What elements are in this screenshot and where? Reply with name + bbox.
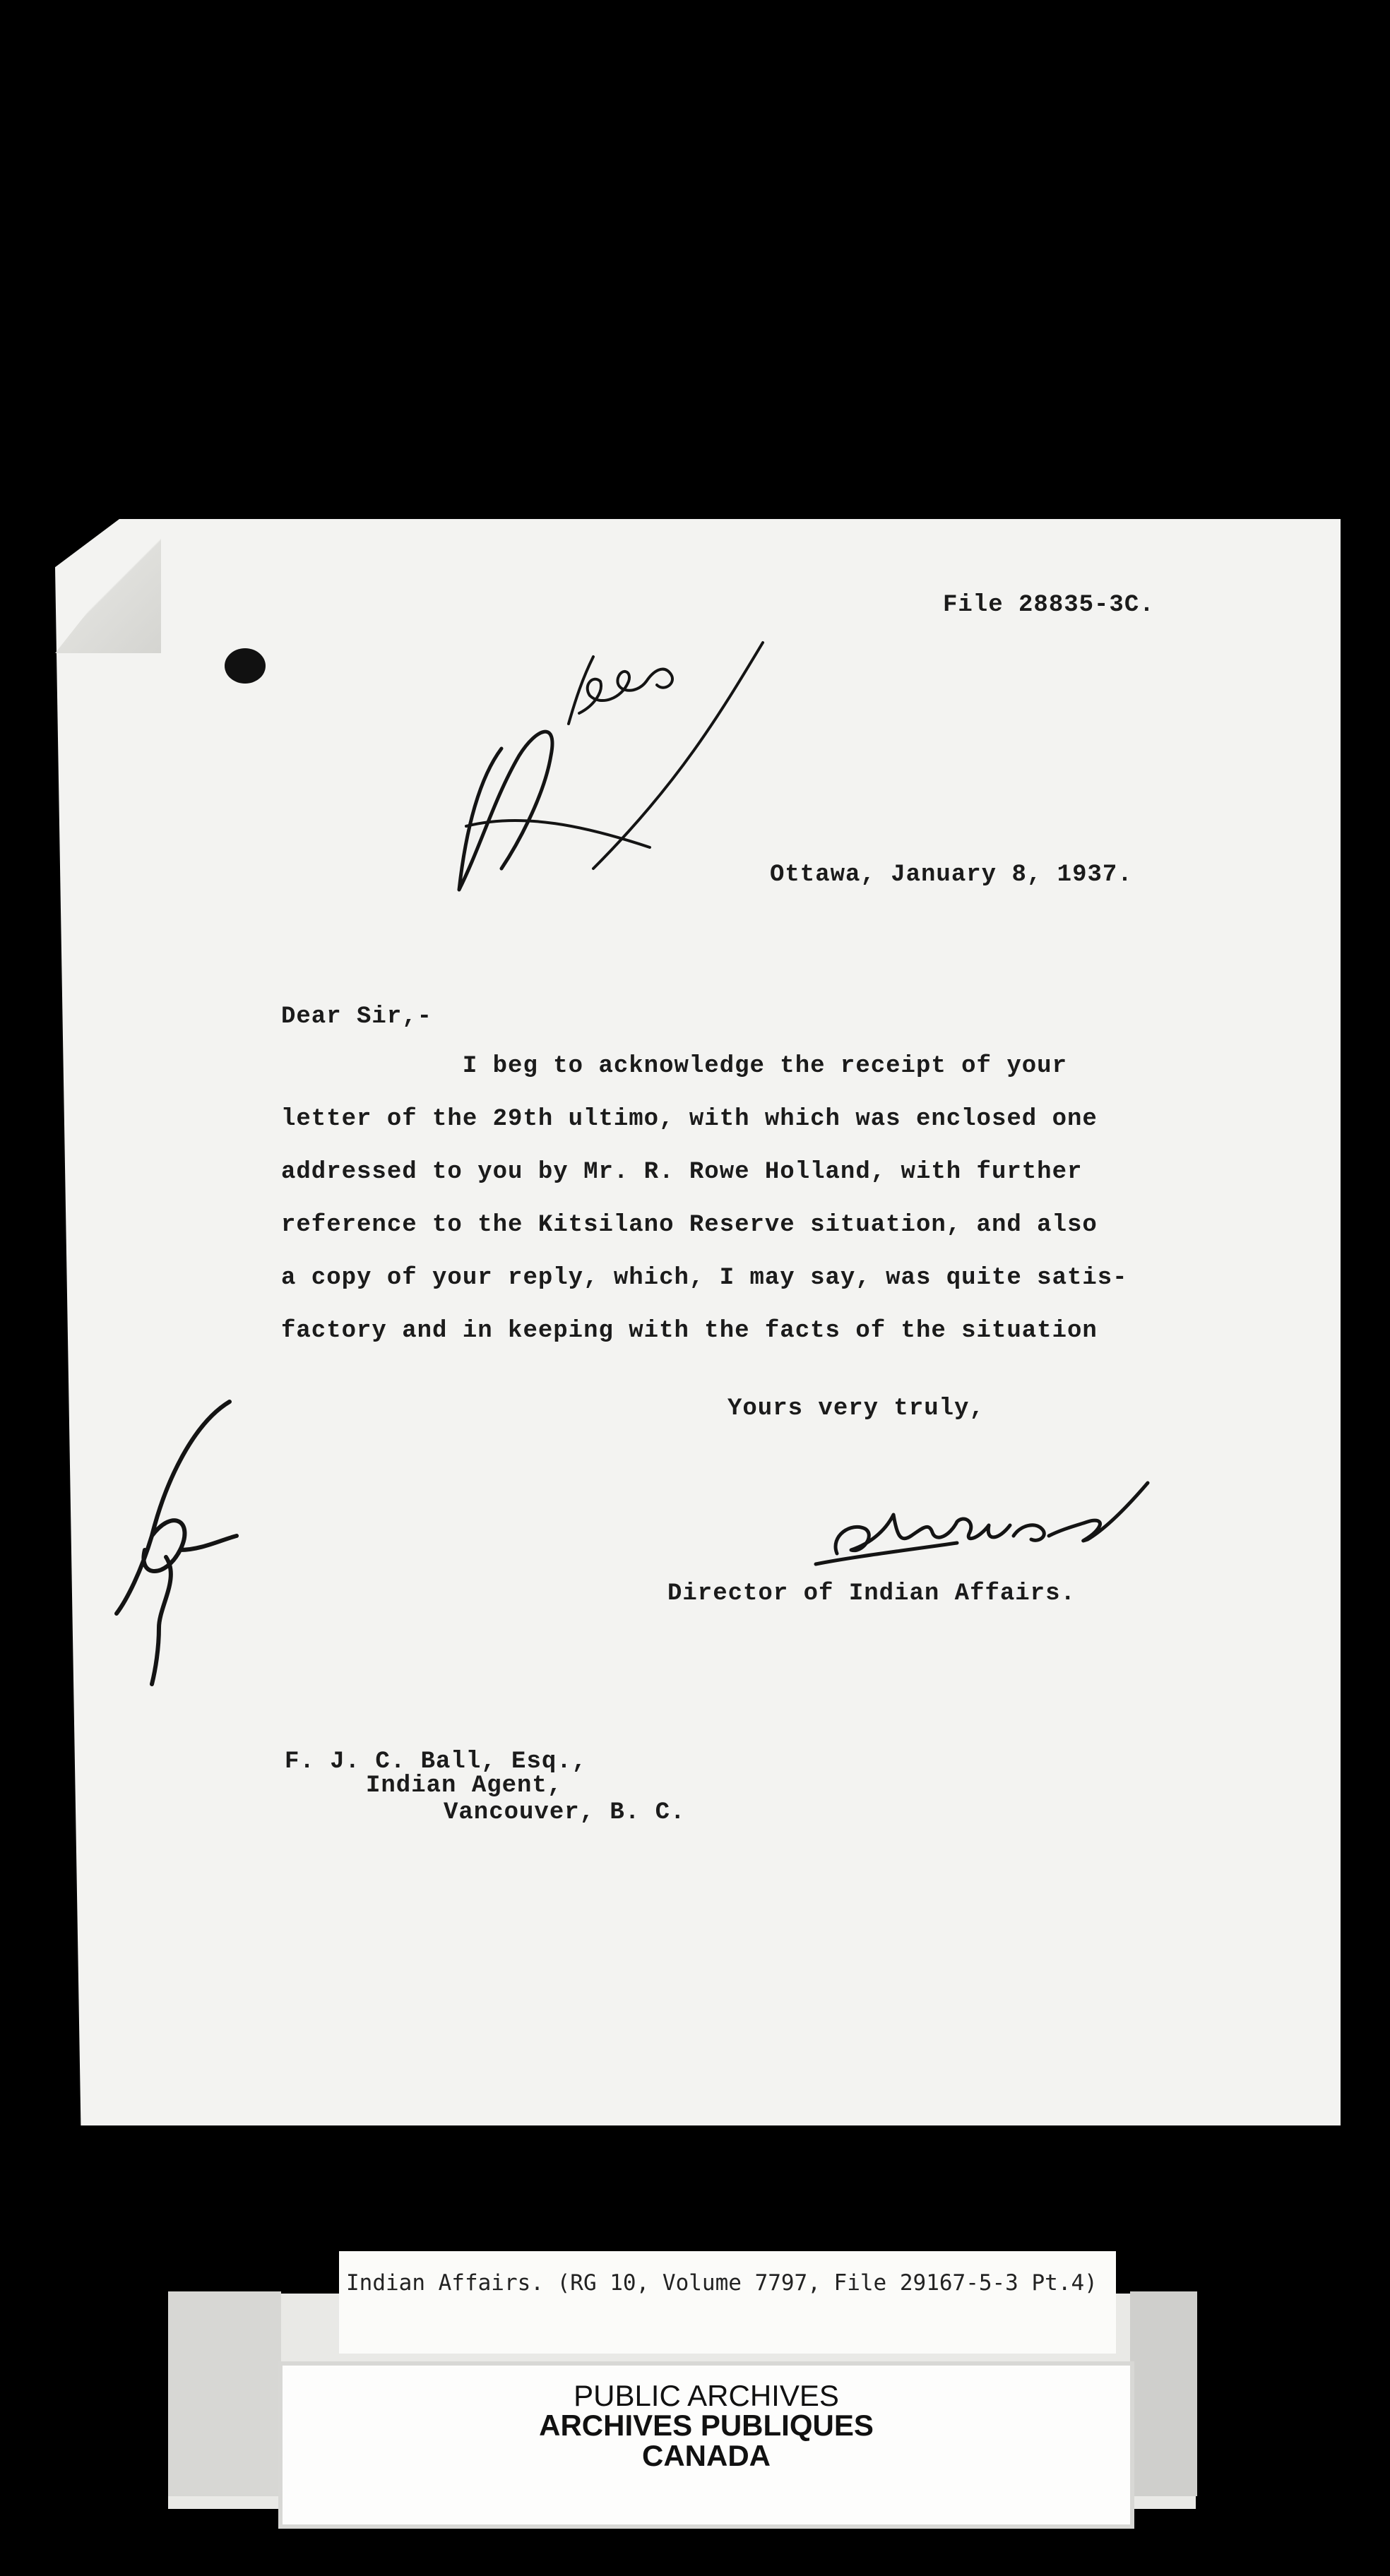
body-line: I beg to acknowledge the receipt of your [281,1053,1067,1080]
recipient-location: Vancouver, B. C. [444,1799,686,1826]
archive-reference-card [339,2251,1116,2354]
archive-label-tab-right [1130,2291,1197,2496]
body-line: letter of the 29th ultimo, with which was enclosed one [281,1106,1098,1133]
body-line: factory and in keeping with the facts of the situation [281,1318,1098,1344]
handwritten-notation [452,614,777,911]
recipient-name: F. J. C. Ball, Esq., [285,1748,588,1775]
archive-country: CANADA [642,2439,771,2472]
closing: Yours very truly, [727,1395,985,1422]
body-line: a copy of your reply, which, I may say, was quite satis- [281,1265,1128,1292]
file-number: File 28835-3C. [943,592,1155,619]
punch-hole [225,648,266,684]
body-line: reference to the Kitsilano Reserve situation, and also [281,1212,1098,1239]
archive-name-fr: ARCHIVES PUBLIQUES [539,2409,874,2442]
salutation: Dear Sir,- [281,1003,433,1030]
archive-label-tab-left [168,2291,281,2496]
signatory-title: Director of Indian Affairs. [667,1580,1076,1607]
body-line: addressed to you by Mr. R. Rowe Holland, with further [281,1159,1083,1186]
margin-initial [109,1395,244,1691]
recipient-position: Indian Agent, [366,1772,563,1799]
director-signature [809,1472,1155,1578]
letter-date: Ottawa, January 8, 1937. [770,861,1133,888]
archive-reference: Indian Affairs. (RG 10, Volume 7797, File 29167-5-3 Pt.4) [346,2270,1098,2296]
archive-name-en: PUBLIC ARCHIVES [574,2379,839,2412]
